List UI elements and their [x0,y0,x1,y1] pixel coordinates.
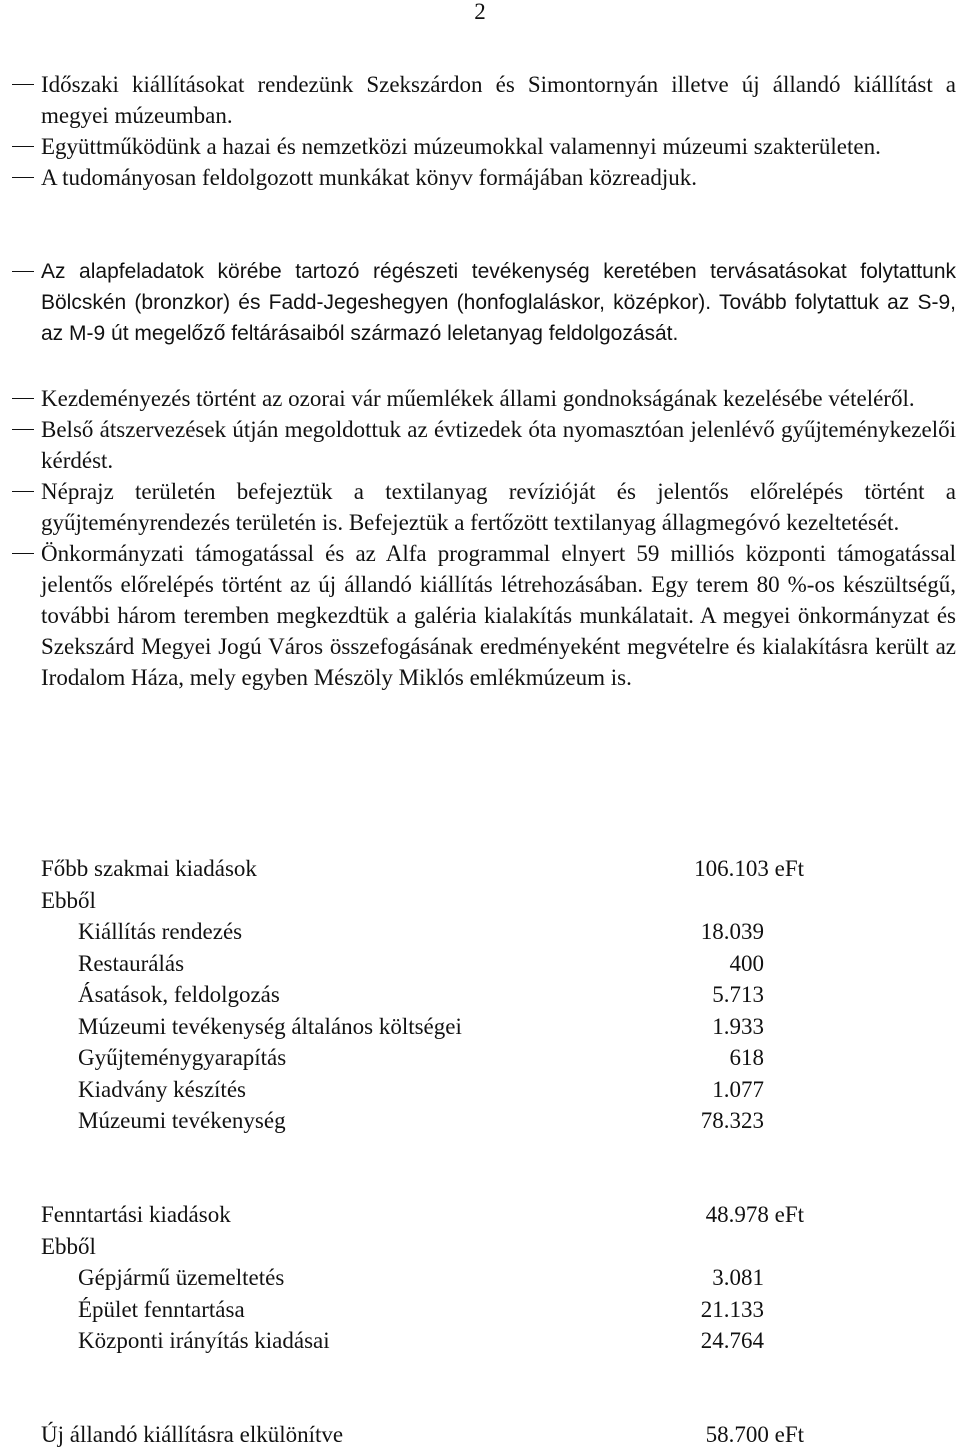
dash-bullet-icon [12,491,34,492]
list-item-text: Az alapfeladatok körébe tartozó régészeti tevékenység keretében tervásatásokat folytattunk Bölcskén (bronzkor) és Fadd-Jegeshegyen (honfoglaláskor, középkor). Tovább folytattuk az S-9, az M-9 út megelőző feltárásaiból származó leletanyag feldolgozását. [41,260,956,345]
list-item-text: Önkormányzati támogatással és az Alfa programmal elnyert 59 milliós központi támogatással jelentős előrelépés történt az új állandó kiállítás létrehozásában. Egy terem 80 %-os készültségű, további három teremben megkezdtük a galéria kialakítás munkálatait. A megyei önkormányzat és Szekszárd Megyei Jogú Város összefogásának eredményeként megvételre és kialakításra került az Irodalom Háza, mely egyben Mészöly Miklós emlékmúzeum is. [41,541,956,690]
budget-main-total-row [41,853,804,885]
list-item-text: Belső átszervezések útján megoldottuk az évtizedek óta nyomasztóan jelenlévő gyűjteménykezelői kérdést. [41,417,956,473]
budget-row-label: Épület fenntartása [78,1296,245,1322]
dash-bullet-icon [12,398,34,399]
budget-row-value: 18.039 [700,919,764,944]
list-item [0,131,960,162]
budget-main-section [41,853,804,1137]
list-item-text: Kezdeményezés történt az ozorai vár műemlékek állami gondnokságának kezelésébe vételéről. [41,386,915,411]
bullet-list-top [0,69,960,193]
bullet-list-sans [0,256,960,349]
budget-row-value: 618 [729,1045,764,1070]
budget-maintenance-total-row [41,1199,804,1231]
list-item [0,69,960,131]
budget-maintenance-value: 48.978 eFt [705,1202,804,1227]
budget-main-of-which-row [41,885,804,917]
table-row [41,979,804,1011]
budget-row-value: 1.933 [712,1013,764,1039]
bullet-list-bottom [0,383,960,693]
budget-row-label: Központi irányítás kiadásai [78,1328,330,1353]
budget-row-value: 21.133 [700,1296,764,1322]
budget-row-value: 78.323 [700,1108,764,1133]
budget-main-value: 106.103 eFt [694,856,804,881]
table-row [41,1074,804,1106]
list-item [0,538,960,693]
dash-bullet-icon [12,271,34,272]
list-item-text: A tudományosan feldolgozott munkákat könyv formájában közreadjuk. [41,165,697,190]
dash-bullet-icon [12,553,34,554]
budget-row-label: Kiadvány készítés [78,1076,246,1102]
table-row [41,1011,804,1043]
budget-main-label: Főbb szakmai kiadások [41,856,257,881]
budget-row-value: 3.081 [712,1265,764,1290]
table-row [41,1294,804,1326]
table-row [41,1042,804,1074]
table-row [41,1105,804,1137]
table-row [41,1262,804,1294]
list-item-text: Néprajz területén befejeztük a textilanyag revízióját és jelentős előrelépés történt a gyűjteményrendezés területén is. Befejeztük a fertőzött textilanyag állagmegóvó kezeltetését. [41,479,956,535]
dash-bullet-icon [12,177,34,178]
list-item [0,383,960,414]
budget-row-label: Gyűjteménygyarapítás [78,1045,287,1070]
list-item [0,414,960,476]
budget-row-value: 400 [729,950,764,976]
list-item-text: Időszaki kiállításokat rendezünk Szekszárdon és Simontornyán illetve új állandó kiállítást a megyei múzeumban. [41,72,956,128]
budget-row-label: Ásatások, feldolgozás [78,982,280,1007]
budget-row-label: Restaurálás [78,950,185,976]
budget-maintenance-of-which-row [41,1231,804,1263]
list-item [0,476,960,538]
budget-row-label: Gépjármű üzemeltetés [78,1265,285,1290]
list-item-text: Együttműködünk a hazai és nemzetközi múzeumokkal valamennyi múzeumi szakterületen. [41,134,881,159]
list-item [0,162,960,193]
budget-maintenance-label: Fenntartási kiadások [41,1202,231,1227]
budget-maintenance-of-which: Ebből [41,1233,96,1259]
budget-row-value: 24.764 [700,1328,764,1353]
list-item [0,256,960,349]
table-row [41,1325,804,1357]
budget-row-value: 5.713 [712,982,764,1007]
budget-row-value: 1.077 [712,1076,764,1102]
dash-bullet-icon [12,429,34,430]
budget-new-exhibition-value: 58.700 eFt [705,1422,804,1447]
page-number: 2 [474,0,486,24]
table-row [41,948,804,980]
budget-new-exhibition-row [41,1419,804,1451]
dash-bullet-icon [12,146,34,147]
budget-main-of-which: Ebből [41,887,96,913]
table-row [41,916,804,948]
budget-row-label: Kiállítás rendezés [78,919,243,944]
budget-row-label: Múzeumi tevékenység [78,1108,286,1133]
budget-row-label: Múzeumi tevékenység általános költségei [78,1013,462,1039]
dash-bullet-icon [12,84,34,85]
budget-maintenance-section [41,1199,804,1357]
budget-new-exhibition-label: Új állandó kiállításra elkülönítve [41,1422,344,1447]
budget-new-exhibition-section [41,1419,804,1451]
